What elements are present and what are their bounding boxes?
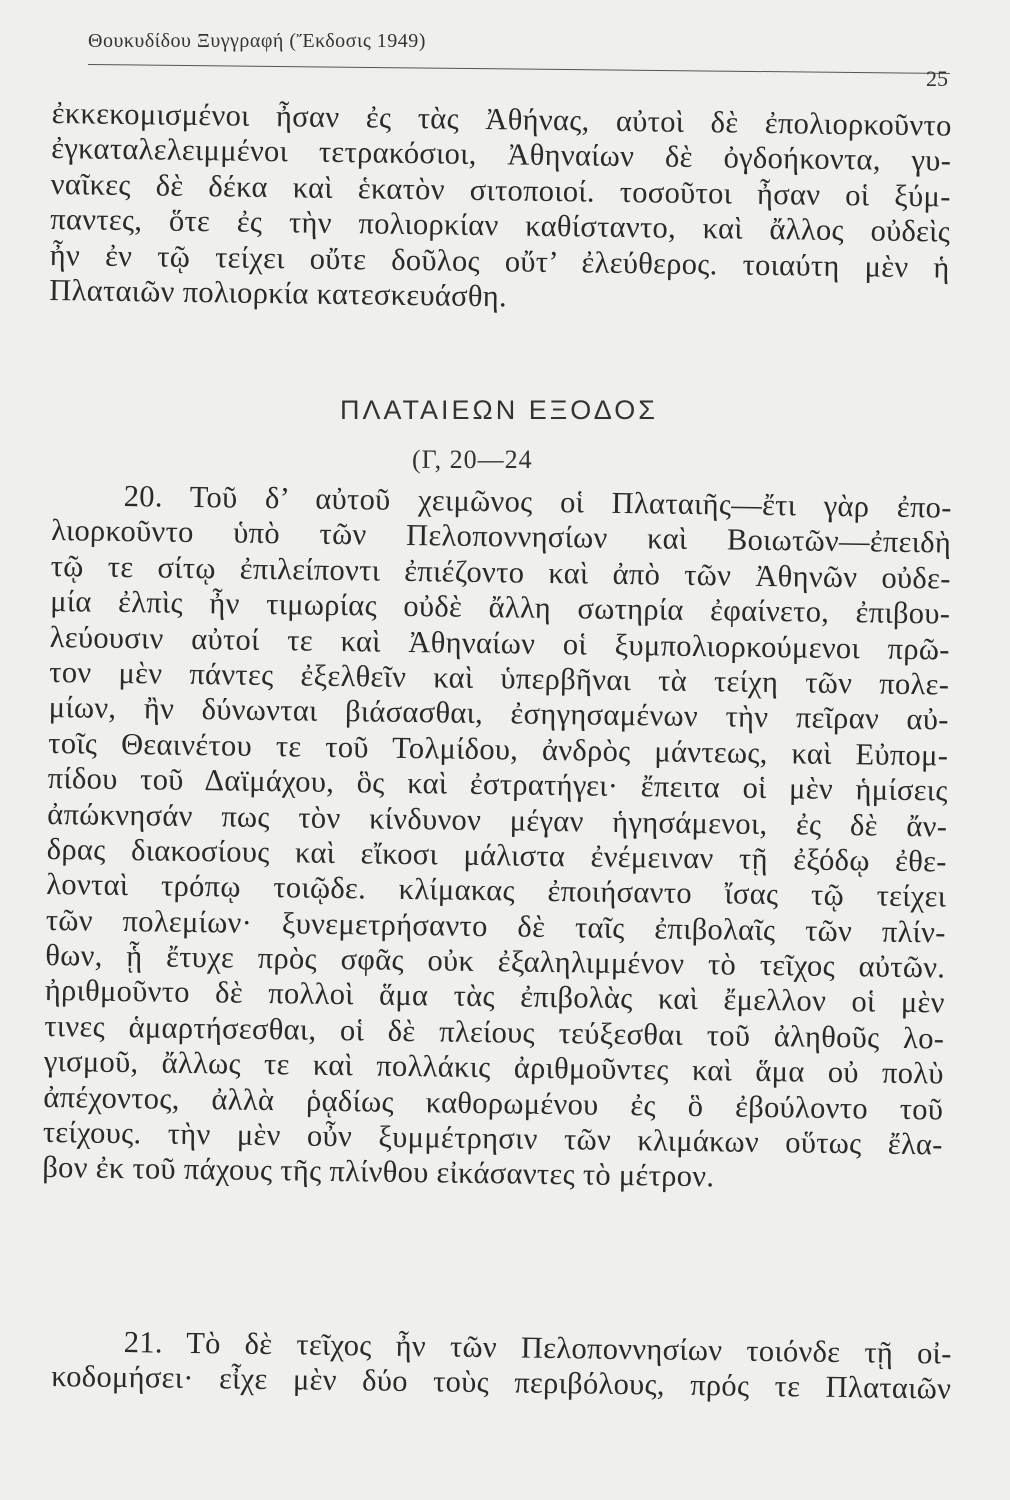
text-line: ἐγκαταλελειμμένοι τετρακόσιοι, Ἀθηναίων δὲ ὀγδοήκοντα, γυ- <box>51 131 952 178</box>
text-line: παντες, ὅτε ἐς τὴν πολιορκίαν καθίσταντο, καὶ ἄλλος οὐδεὶς <box>50 202 951 249</box>
text-line: λονταὶ τρόπῳ τοιῷδε. κλίμακας ἐποιήσαντο ἴσας τῷ τείχει <box>46 867 947 914</box>
header-rule <box>88 64 950 74</box>
text-line: βον ἐκ τοῦ πάχους τῆς πλίνθου εἰκάσαντες τὸ μέτρον. <box>42 1150 715 1194</box>
text-line: μίων, ἢν δύνωνται βιάσασθαι, ἐσηγησαμένων τὴν πεῖραν αὐ- <box>48 690 949 737</box>
text-line: ἦν ἐν τῷ τείχει οὔτε δοῦλος οὔτ’ ἐλεύθερος. τοιαύτη μὲν ἡ <box>49 237 950 285</box>
text-line: ἠριθμοῦντο δὲ πολλοὶ ἅμα τὰς ἐπιβολὰς καὶ ἔμελλον οἱ μὲν <box>44 973 945 1020</box>
text-line: ναῖκες δὲ δέκα καὶ ἑκατὸν σιτοποιοί. τοσοῦτοι ἦσαν οἱ ξύμ- <box>50 166 951 214</box>
text-line: γισμοῦ, ἄλλως τε καὶ πολλάκις ἀριθμοῦντες καὶ ἅμα οὐ πολὺ <box>43 1044 945 1091</box>
text-line: 20. Τοῦ δ’ αὐτοῦ χειμῶνος οἱ Πλαταιῆς—ἔτι γὰρ ἐπο- <box>123 479 952 525</box>
paragraph-21 <box>51 1324 952 1407</box>
text-line: τείχους. τὴν μὲν οὖν ξυμμέτρησιν τῶν κλιμάκων οὕτως ἔλα- <box>42 1114 944 1162</box>
section-reference: (Γ, 20—24 <box>412 445 533 474</box>
text-line: μία ἐλπὶς ἦν τιμωρίας οὐδὲ ἄλλη σωτηρία ἐφαίνετο, ἐπιβου- <box>50 584 951 631</box>
text-line: τοῖς Θεαινέτου τε τοῦ Τολμίδου, ἀνδρὸς μάντεως, καὶ Εὐπομ- <box>48 725 949 773</box>
text-line: Πλαταιῶν πολιορκία κατεσκευάσθη. <box>49 272 508 314</box>
text-line: ἀπώκνησάν πως τὸν κίνδυνον μέγαν ἡγησάμενοι, ἐς δὲ ἄν- <box>47 796 948 844</box>
text-line: τῶν πολεμίων· ξυνεμετρήσαντο δὲ ταῖς ἐπιβολαῖς τῶν πλίν- <box>45 902 946 950</box>
text-line: τον μὲν πάντες ἐξελθεῖν καὶ ὑπερβῆναι τὰ τείχη τῶν πολε- <box>49 654 950 702</box>
text-line: λιορκοῦντο ὑπὸ τῶν Πελοποννησίων καὶ Βοιωτῶν—ἐπειδὴ <box>51 513 952 560</box>
text-line: τῷ τε σίτῳ ἐπιλείποντι ἐπιέζοντο καὶ ἀπὸ τῶν Ἀθηνῶν οὐδε- <box>50 548 951 596</box>
page-number: 25 <box>926 66 948 91</box>
text-line: κοδομήσει· εἶχε μὲν δύο τοὺς περιβόλους, πρός τε Πλαταιῶν <box>51 1359 952 1406</box>
text-line: θων, ᾗ ἔτυχε πρὸς σφᾶς οὐκ ἐξαληλιμμένον τὸ τεῖχος αὐτῶν. <box>45 938 946 985</box>
text-line: λεύουσιν αὐτοί τε καὶ Ἀθηναίων οἱ ξυμπολιορκούμενοι πρῶ- <box>49 619 950 667</box>
text-line: 21. Τὸ δὲ τεῖχος ἦν τῶν Πελοποννησίων τοιόνδε τῇ οἰ- <box>123 1325 952 1371</box>
text-line: τινες ἁμαρτήσεσθαι, οἱ δὲ πλείους τεύξεσθαι τοῦ ἀληθοῦς λο- <box>44 1008 945 1056</box>
text-line: ἀπέχοντος, ἀλλὰ ῥᾳδίως καθορωμένου ἐς ὃ ἐβούλοντο τοῦ <box>43 1079 944 1127</box>
text-line: πίδου τοῦ Δαϊμάχου, ὃς καὶ ἐστρατήγει· ἔπειτα οἱ μὲν ἡμίσεις <box>47 761 948 808</box>
paragraph-20 <box>42 478 952 1198</box>
section-title: ΠΛΑΤΑΙΕΩΝ ΕΞΟΔΟΣ <box>340 395 658 425</box>
text-line: δρας διακοσίους καὶ εἴκοσι μάλιστα ἐνέμειναν τῇ ἐξόδῳ ἐθε- <box>46 831 947 879</box>
paragraph-continuation <box>49 96 952 321</box>
text-line: ἐκκεκομισμένοι ἦσαν ἐς τὰς Ἀθήνας, αὐτοὶ δὲ ἐπολιορκοῦντο <box>51 96 952 143</box>
running-head: Θουκυδίδου Ξυγγραφή (Ἔκδοσις 1949) <box>88 30 426 52</box>
